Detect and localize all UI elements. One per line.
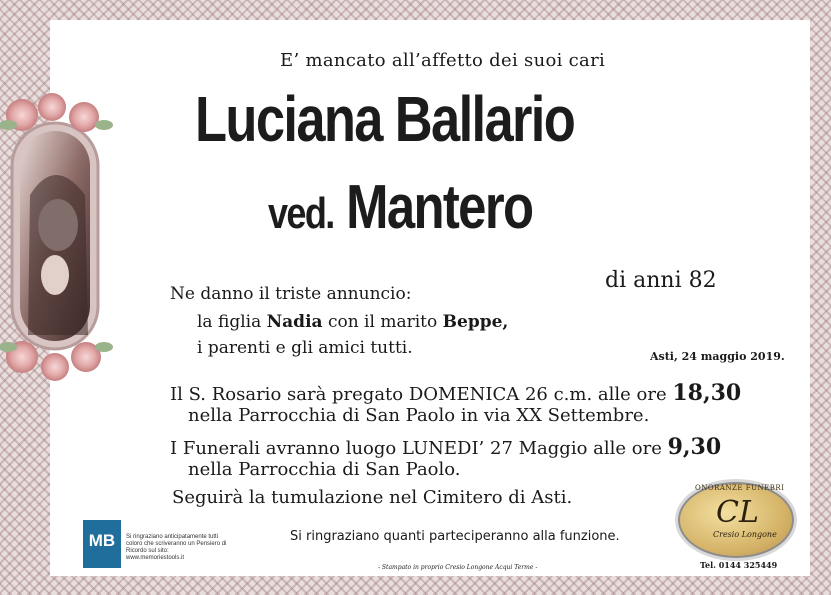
age-text: di anni 82 [605, 268, 717, 293]
husband-name: Beppe, [442, 312, 509, 332]
name-prefix: ved. [268, 189, 334, 238]
printed-by: - Stampato in proprio Cresio Longone Acqui Terme - [378, 564, 538, 571]
intro-text: E’ mancato all’affetto dei suoi cari [280, 50, 606, 71]
announce-text: Ne danno il triste annuncio: [170, 284, 412, 304]
agency-logo-top: ONORANZE FUNEBRI [695, 484, 785, 492]
agency-phone: Tel. 0144 325449 [700, 560, 778, 570]
family-line-2: i parenti e gli amici tutti. [197, 338, 413, 358]
thanks-text: Si ringraziano quanti parteciperanno alla funzione. [290, 529, 620, 544]
family-line-1 [197, 312, 508, 332]
rosary-line-2: nella Parrocchia di San Paolo in via XX Settembre. [188, 405, 650, 426]
rosary-text: Il S. Rosario sarà pregato DOMENICA 26 c.m. alle ore [170, 384, 673, 405]
deceased-name: Luciana Ballario [195, 83, 575, 155]
agency-logo-initials: CL [716, 495, 759, 530]
daughter-name: Nadia [266, 312, 323, 332]
rosary-line-1 [170, 380, 741, 406]
married-surname: Mantero [346, 173, 533, 242]
agency-logo-name: Cresio Longone [713, 530, 777, 539]
date-place: Asti, 24 maggio 2019. [650, 350, 785, 363]
deceased-married-name [268, 172, 532, 243]
funeral-line-1 [170, 434, 721, 460]
madonna-portrait [0, 85, 115, 385]
burial-text: Seguirà la tumulazione nel Cimitero di Asti. [172, 487, 573, 508]
funeral-line-2: nella Parrocchia di San Paolo. [188, 459, 461, 480]
mb-note: Si ringraziano anticipatamente tutti coloro che scriveranno un Pensiero di Ricordo sul sito: www.memoriestools.it [126, 534, 227, 561]
funeral-time: 9,30 [667, 434, 722, 460]
family-text: con il marito [322, 312, 443, 332]
funeral-text: I Funerali avranno luogo LUNEDI’ 27 Maggio alle ore [170, 438, 668, 459]
rosary-time: 18,30 [672, 380, 742, 406]
mb-logo: MB [83, 520, 121, 568]
family-text: la figlia [197, 312, 267, 332]
